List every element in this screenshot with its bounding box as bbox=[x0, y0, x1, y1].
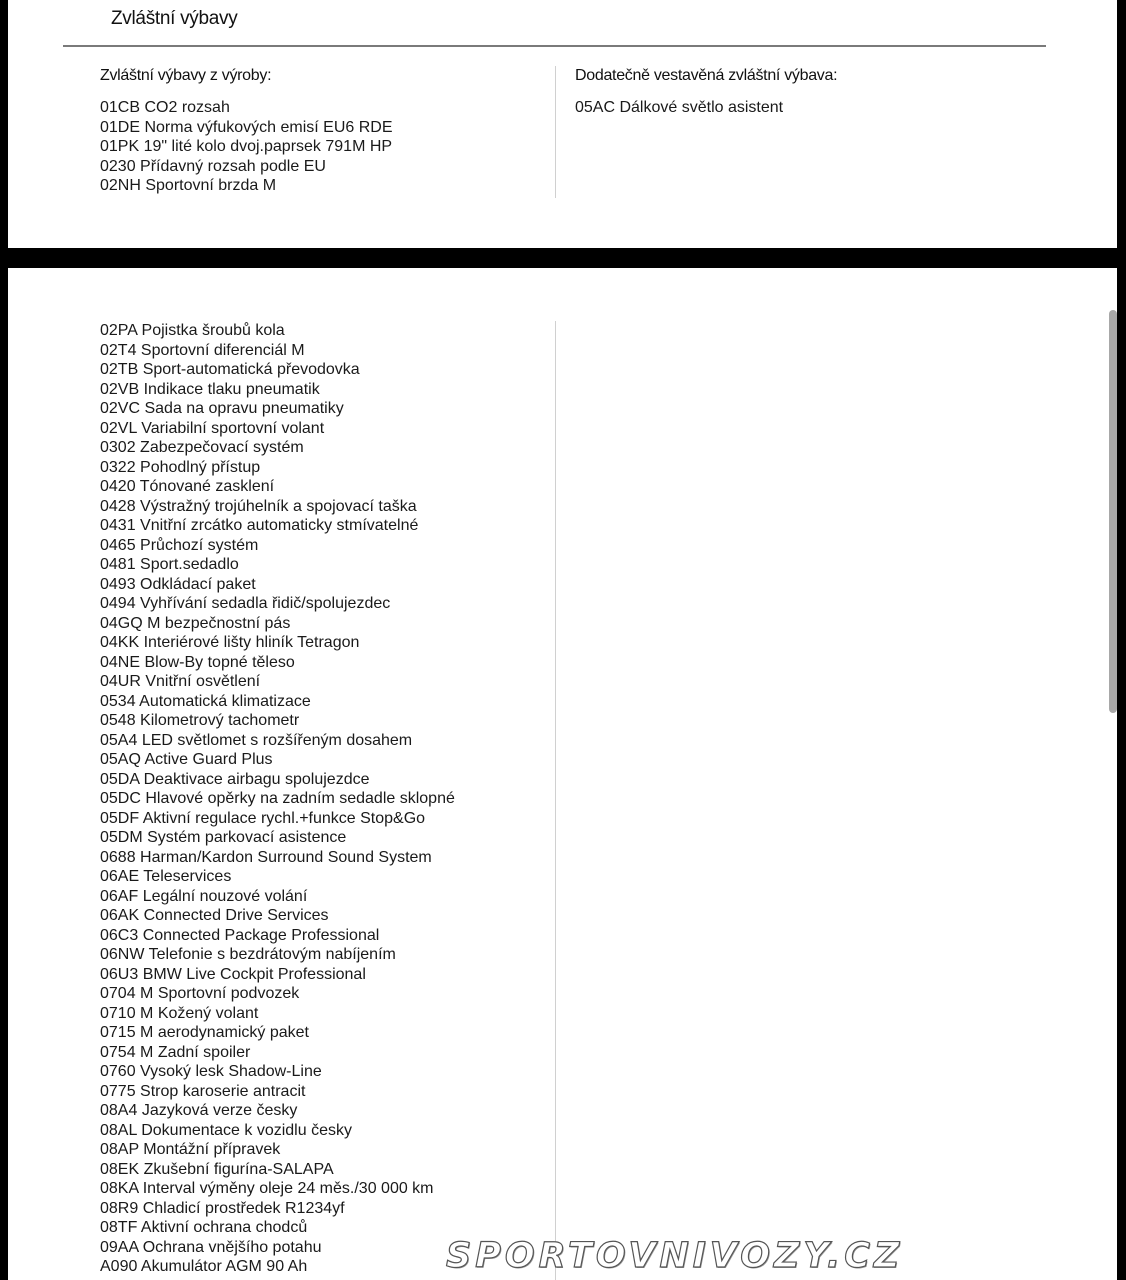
equipment-item: 05A4 LED světlomet s rozšířeným dosahem bbox=[100, 731, 413, 749]
equipment-item: 0481 Sport.sedadlo bbox=[100, 556, 239, 573]
equipment-item: 0420 Tónované zasklení bbox=[100, 478, 275, 495]
equipment-item: 0431 Vnitřní zrcátko automaticky stmívatelné bbox=[100, 517, 419, 534]
equipment-item: 0534 Automatická klimatizace bbox=[100, 692, 311, 710]
equipment-item: 06NW Telefonie s bezdrátovým nabíjením bbox=[100, 946, 396, 963]
equipment-item: 05DF Aktivní regulace rychl.+funkce Stop&Go bbox=[100, 809, 426, 827]
equipment-card-bottom[interactable] bbox=[8, 268, 1117, 1280]
retrofit-equipment-list bbox=[575, 98, 783, 118]
equipment-item: 02VC Sada na opravu pneumatiky bbox=[100, 400, 344, 417]
factory-equipment-list bbox=[100, 98, 393, 196]
equipment-item: 02T4 Sportovní diferenciál M bbox=[100, 341, 305, 359]
equipment-item: 0302 Zabezpečovací systém bbox=[100, 439, 304, 456]
equipment-item: 0322 Pohodlný přístup bbox=[100, 458, 261, 476]
equipment-item: 01DE Norma výfukových emisí EU6 RDE bbox=[100, 118, 393, 136]
equipment-item: 05DM Systém parkovací asistence bbox=[100, 829, 347, 846]
equipment-item: 06AF Legální nouzové volání bbox=[100, 887, 308, 905]
equipment-item: 0494 Vyhřívání sedadla řidič/spolujezdec bbox=[100, 595, 391, 612]
section-title: Zvláštní výbavy bbox=[111, 8, 238, 29]
factory-equipment-list-continued bbox=[100, 321, 455, 1277]
equipment-item: 08A4 Jazyková verze česky bbox=[100, 1102, 298, 1119]
equipment-item: 04GQ M bezpečnostní pás bbox=[100, 614, 291, 632]
column-divider bbox=[555, 321, 556, 1280]
equipment-item: 0493 Odkládací paket bbox=[100, 575, 256, 593]
equipment-item: 0715 M aerodynamický paket bbox=[100, 1024, 309, 1041]
equipment-item: 04NE Blow-By topné těleso bbox=[100, 653, 295, 671]
equipment-item: 0710 M Kožený volant bbox=[100, 1004, 259, 1022]
equipment-item: 05AC Dálkové světlo asistent bbox=[575, 99, 784, 116]
equipment-item: 08KA Interval výměny oleje 24 měs./30 000 km bbox=[100, 1180, 434, 1197]
factory-equipment-heading: Zvláštní výbavy z výroby: bbox=[100, 67, 272, 84]
equipment-item: 02PA Pojistka šroubů kola bbox=[100, 322, 285, 339]
equipment-item: 05DA Deaktivace airbagu spolujezdce bbox=[100, 770, 370, 788]
equipment-item: 0548 Kilometrový tachometr bbox=[100, 712, 300, 729]
equipment-item: 08AL Dokumentace k vozidlu česky bbox=[100, 1121, 352, 1139]
equipment-item: 0688 Harman/Kardon Surround Sound System bbox=[100, 848, 432, 866]
equipment-item: 0704 M Sportovní podvozek bbox=[100, 985, 300, 1002]
equipment-card-top bbox=[8, 0, 1117, 248]
equipment-item: 0760 Vysoký lesk Shadow-Line bbox=[100, 1063, 322, 1080]
equipment-item: 02NH Sportovní brzda M bbox=[100, 177, 277, 194]
equipment-item: 06U3 BMW Live Cockpit Professional bbox=[100, 965, 366, 983]
equipment-item: 05AQ Active Guard Plus bbox=[100, 751, 273, 768]
equipment-item: 0230 Přídavný rozsah podle EU bbox=[100, 157, 326, 175]
equipment-item: 08TF Aktivní ochrana chodců bbox=[100, 1219, 308, 1236]
watermark: SPORTOVNIVOZY.CZ bbox=[446, 1236, 904, 1276]
equipment-item: 06C3 Connected Package Professional bbox=[100, 926, 380, 944]
equipment-item: 01PK 19" lité kolo dvoj.paprsek 791M HP bbox=[100, 138, 393, 155]
equipment-item: 0465 Průchozí systém bbox=[100, 536, 259, 554]
title-divider bbox=[63, 45, 1046, 47]
equipment-item: 06AK Connected Drive Services bbox=[100, 907, 329, 924]
equipment-item: 02VB Indikace tlaku pneumatik bbox=[100, 380, 320, 398]
equipment-item: 0775 Strop karoserie antracit bbox=[100, 1082, 306, 1100]
equipment-item: 02VL Variabilní sportovní volant bbox=[100, 419, 325, 437]
equipment-item: 08EK Zkušební figurína-SALAPA bbox=[100, 1160, 334, 1178]
equipment-item: 05DC Hlavové opěrky na zadním sedadle sklopné bbox=[100, 790, 455, 807]
equipment-item: 04UR Vnitřní osvětlení bbox=[100, 673, 261, 690]
retrofit-equipment-heading: Dodatečně vestavěná zvláštní výbava: bbox=[575, 67, 838, 84]
column-divider bbox=[555, 66, 556, 198]
equipment-item: 08R9 Chladicí prostředek R1234yf bbox=[100, 1199, 345, 1217]
equipment-item: 02TB Sport-automatická převodovka bbox=[100, 361, 360, 378]
equipment-item: 08AP Montážní přípravek bbox=[100, 1141, 281, 1158]
equipment-item: 09AA Ochrana vnějšího potahu bbox=[100, 1238, 322, 1256]
equipment-item: 04KK Interiérové lišty hliník Tetragon bbox=[100, 634, 360, 651]
equipment-item: A090 Akumulátor AGM 90 Ah bbox=[100, 1258, 308, 1275]
equipment-item: 0428 Výstražný trojúhelník a spojovací taška bbox=[100, 497, 417, 515]
scrollbar-thumb[interactable] bbox=[1109, 310, 1117, 713]
equipment-item: 01CB CO2 rozsah bbox=[100, 99, 230, 116]
equipment-item: 0754 M Zadní spoiler bbox=[100, 1043, 251, 1061]
equipment-item: 06AE Teleservices bbox=[100, 868, 232, 885]
